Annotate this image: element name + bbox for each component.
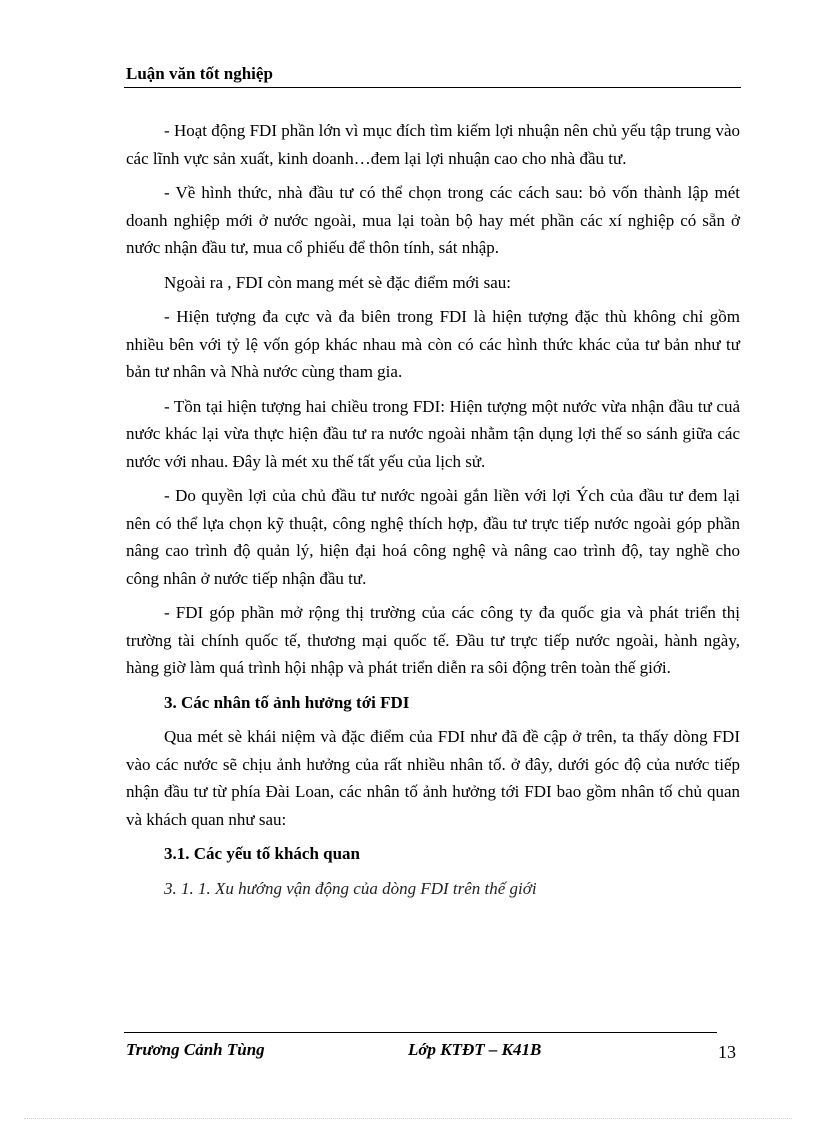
document-body — [126, 117, 740, 909]
page-number: 13 — [718, 1042, 736, 1062]
footer-author: Trương Cảnh Tùng — [126, 1040, 265, 1059]
body-paragraph: - Hoạt động FDI phần lớn vì mục đích tìm kiếm lợi nhuận nên chủ yếu tập trung vào các lĩnh vực sản xuất, kinh doanh…đem lại lợi nhuận cao cho nhà đầu tư. — [126, 121, 740, 168]
footer-class: Lớp KTĐT – K41B — [408, 1040, 542, 1059]
body-paragraph: - Về hình thức, nhà đầu tư có thể chọn trong các cách sau: bỏ vốn thành lập mét doanh nghiệp mới ở nước ngoài, mua lại toàn bộ hay mét phần các xí nghiệp có sẵn ở nước nhận đầu tư, mua cổ phiếu để thôn tính, sát nhập. — [126, 183, 740, 257]
body-paragraph: Ngoài ra , FDI còn mang mét sè đặc điểm mới sau: — [164, 272, 512, 292]
subsection-heading: 3.1. Các yếu tố khách quan — [164, 844, 361, 863]
body-paragraph: - FDI góp phần mở rộng thị trường của các công ty đa quốc gia và phát triển thị trường tài chính quốc tế, thương mại quốc tế. Đầu tư trực tiếp nước ngoài, hành ngày, hàng giờ làm quá trình hội nhập và phát triển diễn ra sôi động trên toàn thế giới. — [126, 603, 740, 677]
header-divider — [124, 87, 741, 88]
section-heading: 3. Các nhân tố ảnh hưởng tới FDI — [164, 692, 410, 712]
subsubsection-heading: 3. 1. 1. Xu hướng vận động của dòng FDI trên thế giới — [164, 878, 537, 898]
page-bottom-edge — [24, 1118, 792, 1119]
body-paragraph: - Do quyền lợi của chủ đầu tư nước ngoài gắn liền với lợi Ých của đầu tư đem lại nên có thể lựa chọn kỹ thuật, công nghệ thích hợp, đầu tư trực tiếp nước ngoài góp phần nâng cao trình độ quản lý, hiện đại hoá công nghệ và nâng cao trình độ, tay nghề cho công nhân ở nước tiếp nhận đầu tư. — [126, 486, 740, 588]
body-paragraph: Qua mét sè khái niệm và đặc điểm của FDI như đã đề cập ở trên, ta thấy dòng FDI vào các nước sẽ chịu ảnh hưởng của rất nhiều nhân tố. ở đây, dưới góc độ của nước tiếp nhận đầu tư từ phía Đài Loan, các nhân tố ảnh hưởng tới FDI bao gồm nhân tố chủ quan và khách quan như sau: — [126, 727, 740, 829]
running-header-title: Luận văn tốt nghiệp — [126, 64, 273, 83]
body-paragraph: - Tồn tại hiện tượng hai chiều trong FDI: Hiện tượng một nước vừa nhận đầu tư cuả nước khác lại vừa thực hiện đầu tư ra nước ngoài nhằm tận dụng lợi thế so sánh giữa các nước với nhau. Đây là mét xu thế tất yếu của lịch sử. — [126, 396, 740, 471]
body-paragraph: - Hiện tượng đa cực và đa biên trong FDI là hiện tượng đặc thù không chỉ gồm nhiều bên với tỷ lệ vốn góp khác nhau mà còn có các hình thức khác của tư bản như tư bản tư nhân và Nhà nước cùng tham gia. — [126, 307, 740, 381]
footer-divider — [124, 1032, 717, 1033]
